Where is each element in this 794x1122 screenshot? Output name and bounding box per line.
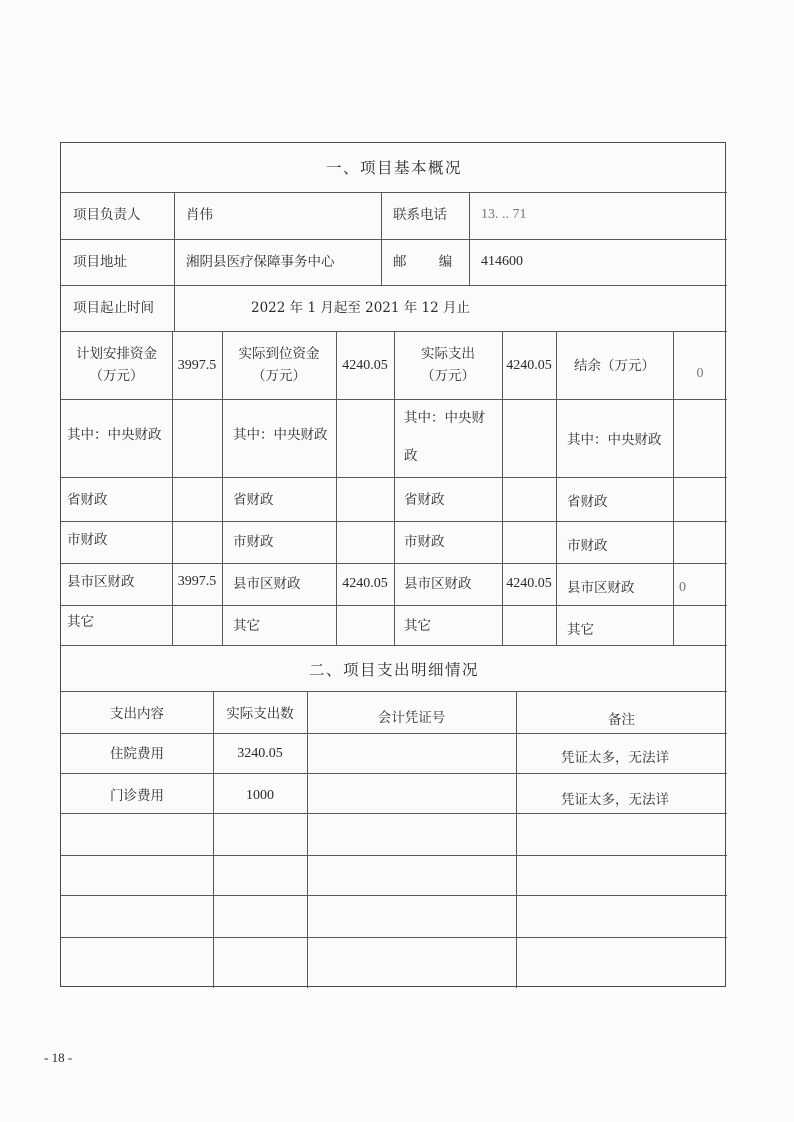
period-value: 2022 年 1 月起至 2021 年 12 月止 [251,300,471,316]
city-label: 市财政 [567,538,608,554]
spent-value: 4240.05 [506,358,552,373]
county-balance: 0 [679,580,686,595]
section2-title: 二、项目支出明细情况 [308,661,479,679]
other-label: 其它 [567,622,594,638]
county-actual: 4240.05 [342,576,388,591]
section1-title: 一、项目基本概况 [325,159,462,177]
county-label: 县市区财政 [567,580,635,596]
col-line [381,192,382,285]
col-line [336,331,337,645]
header-note: 备注 [608,712,635,728]
row-line [61,192,727,193]
row-line [61,813,727,814]
project-leader-label: 项目负责人 [73,207,141,223]
planned-label-2: （万元） [89,368,144,384]
central-label: 其中：中央财政 [67,427,162,443]
header-amount: 实际支出数 [226,706,294,722]
row-line [61,239,727,240]
county-label: 县市区财政 [404,576,472,592]
row-line [61,285,727,286]
county-planned: 3997.5 [177,574,217,589]
provincial-label: 省财政 [67,492,108,508]
project-form [60,142,726,987]
project-leader-value: 肖伟 [186,207,213,223]
period-label: 项目起止时间 [73,300,154,316]
actual-value: 4240.05 [342,358,388,373]
county-label: 县市区财政 [233,576,301,592]
county-label: 县市区财政 [67,574,135,590]
col-line [556,331,557,645]
table-row-note: 凭证太多，无法详 [561,792,669,808]
table-row-amount: 1000 [246,788,274,803]
header-voucher: 会计凭证号 [377,710,446,726]
row-line [61,645,727,646]
other-label: 其它 [233,618,260,634]
city-label: 市财政 [233,534,274,550]
actual-label-1: 实际到位资金 [238,346,320,362]
other-label: 其它 [404,618,431,634]
page-number: - 18 - [44,1050,73,1065]
address-value: 湘阴县医疗保障事务中心 [186,254,335,270]
central-label: 其中：中央财政 [233,427,328,443]
table-row-content: 住院费用 [110,746,164,762]
row-line [61,937,727,938]
phone-label: 联系电话 [393,207,447,223]
header-content: 支出内容 [110,706,164,722]
central-label: 其中：中央财 [404,410,485,426]
provincial-label: 省财政 [233,492,274,508]
balance-label: 结余（万元） [574,358,655,374]
col-line [307,691,308,988]
col-line [516,691,517,988]
table-row-amount: 3240.05 [237,746,283,761]
city-label: 市财政 [67,532,108,548]
county-spent: 4240.05 [506,576,552,591]
address-label: 项目地址 [73,254,127,270]
provincial-label: 省财政 [567,494,608,510]
other-label: 其它 [67,614,94,630]
phone-value: 13. .. 71 [481,207,527,222]
spent-label-1: 实际支出 [421,346,475,362]
balance-value: 0 [696,366,704,381]
row-line [61,855,727,856]
spent-label-2: （万元） [421,368,475,384]
row-line [61,691,727,692]
col-line [502,331,503,645]
table-row-note: 凭证太多，无法详 [561,750,669,766]
city-label: 市财政 [404,534,445,550]
row-line [61,773,727,774]
provincial-label: 省财政 [404,492,445,508]
central-label: 其中：中央财政 [567,432,662,448]
central-label: 政 [404,448,418,464]
col-line [174,192,175,331]
row-line [61,895,727,896]
planned-value: 3997.5 [177,358,217,373]
postcode-value: 414600 [481,254,523,269]
row-line [61,733,727,734]
col-line [213,691,214,988]
planned-label-1: 计划安排资金 [76,346,157,362]
col-line [172,331,173,645]
postcode-label: 邮 编 [393,254,467,270]
col-line [469,192,470,285]
table-row-content: 门诊费用 [110,788,164,804]
actual-label-2: （万元） [252,368,306,384]
